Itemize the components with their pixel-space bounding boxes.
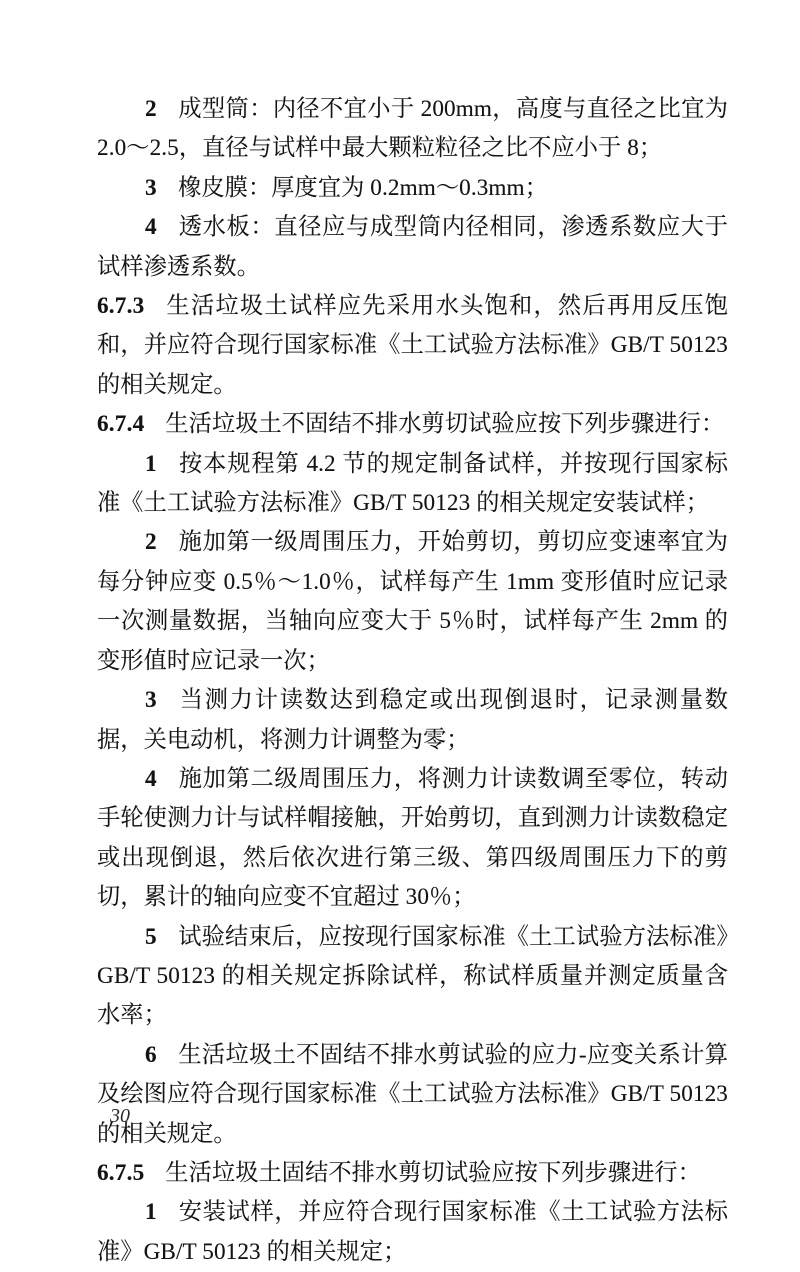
paragraph-text: 生活垃圾土固结不排水剪切试验应按下列步骤进行： bbox=[165, 1159, 701, 1186]
paragraph-text: 安装试样，并应符合现行国家标准《土工试验方法标准》GB/T 50123 的相关规定； bbox=[97, 1199, 728, 1265]
item-marker: 3 bbox=[145, 687, 158, 714]
paragraph-clause-6-7-4-item-4 bbox=[97, 760, 728, 918]
item-marker: 6 bbox=[145, 1041, 158, 1068]
paragraph-item-2-forming-cylinder bbox=[97, 90, 728, 169]
paragraph-text: 当测力计读数达到稳定或出现倒退时，记录测量数据，关电动机，将测力计调整为零； bbox=[97, 687, 728, 753]
paragraph-clause-6-7-4-item-2 bbox=[97, 523, 728, 681]
paragraph-clause-6-7-4-item-1 bbox=[97, 445, 728, 524]
clause-number: 6.7.4 bbox=[97, 411, 145, 438]
item-marker: 2 bbox=[145, 529, 158, 556]
paragraph-item-4-permeable-plate bbox=[97, 208, 728, 287]
paragraph-text: 施加第一级周围压力，开始剪切，剪切应变速率宜为每分钟应变 0.5％～1.0％，试样每产生 1mm 变形值时应记录一次测量数据，当轴向应变大于 5％时，试样每产生 2mm 的变形值时应记录一次； bbox=[97, 529, 728, 674]
clause-number: 6.7.5 bbox=[97, 1159, 145, 1186]
paragraph-text: 生活垃圾土试样应先采用水头饱和，然后再用反压饱和，并应符合现行国家标准《土工试验方法标准》GB/T 50123 的相关规定。 bbox=[97, 293, 728, 398]
paragraph-clause-6-7-5 bbox=[97, 1154, 728, 1193]
paragraph-text: 生活垃圾土不固结不排水剪试验的应力-应变关系计算及绘图应符合现行国家标准《土工试验方法标准》GB/T 50123 的相关规定。 bbox=[97, 1041, 728, 1147]
paragraph-text: 透水板：直径应与成型筒内径相同，渗透系数应大于试样渗透系数。 bbox=[97, 214, 728, 280]
paragraph-clause-6-7-4 bbox=[97, 405, 728, 444]
item-marker: 2 bbox=[145, 96, 158, 122]
paragraph-clause-6-7-4-item-5 bbox=[97, 918, 728, 1036]
paragraph-clause-6-7-3 bbox=[97, 287, 728, 405]
paragraph-clause-6-7-5-item-1 bbox=[97, 1193, 728, 1272]
item-marker: 3 bbox=[145, 174, 158, 201]
paragraph-text: 橡皮膜：厚度宜为 0.2mm～0.3mm； bbox=[178, 174, 548, 201]
item-marker: 1 bbox=[145, 450, 158, 477]
paragraph-clause-6-7-4-item-3 bbox=[97, 681, 728, 760]
clause-number: 6.7.3 bbox=[97, 293, 145, 320]
paragraph-clause-6-7-4-item-6 bbox=[97, 1036, 728, 1154]
paragraph-item-3-rubber-membrane bbox=[97, 169, 728, 208]
paragraph-text: 生活垃圾土不固结不排水剪切试验应按下列步骤进行： bbox=[165, 411, 725, 438]
paragraph-text: 成型筒：内径不宜小于 200mm，高度与直径之比宜为 2.0～2.5，直径与试样中最大颗粒粒径之比不应小于 8； bbox=[97, 96, 728, 162]
item-marker: 5 bbox=[145, 923, 158, 950]
paragraph-text: 按本规程第 4.2 节的规定制备试样，并按现行国家标准《土工试验方法标准》GB/T 50123 的相关规定安装试样； bbox=[97, 450, 728, 517]
item-marker: 4 bbox=[145, 214, 158, 241]
paragraph-text: 施加第二级周围压力，将测力计读数调至零位，转动手轮使测力计与试样帽接触，开始剪切，直到测力计读数稳定或出现倒退，然后依次进行第三级、第四级周围压力下的剪切，累计的轴向应变不宜超过 30％； bbox=[97, 765, 728, 911]
body-text-column bbox=[97, 90, 728, 1272]
item-marker: 1 bbox=[145, 1199, 158, 1226]
paragraph-text: 试验结束后，应按现行国家标准《土工试验方法标准》GB/T 50123 的相关规定拆除试样，称试样质量并测定质量含水率； bbox=[97, 923, 728, 1029]
page-number: 30 bbox=[110, 1105, 130, 1127]
item-marker: 4 bbox=[145, 765, 158, 792]
